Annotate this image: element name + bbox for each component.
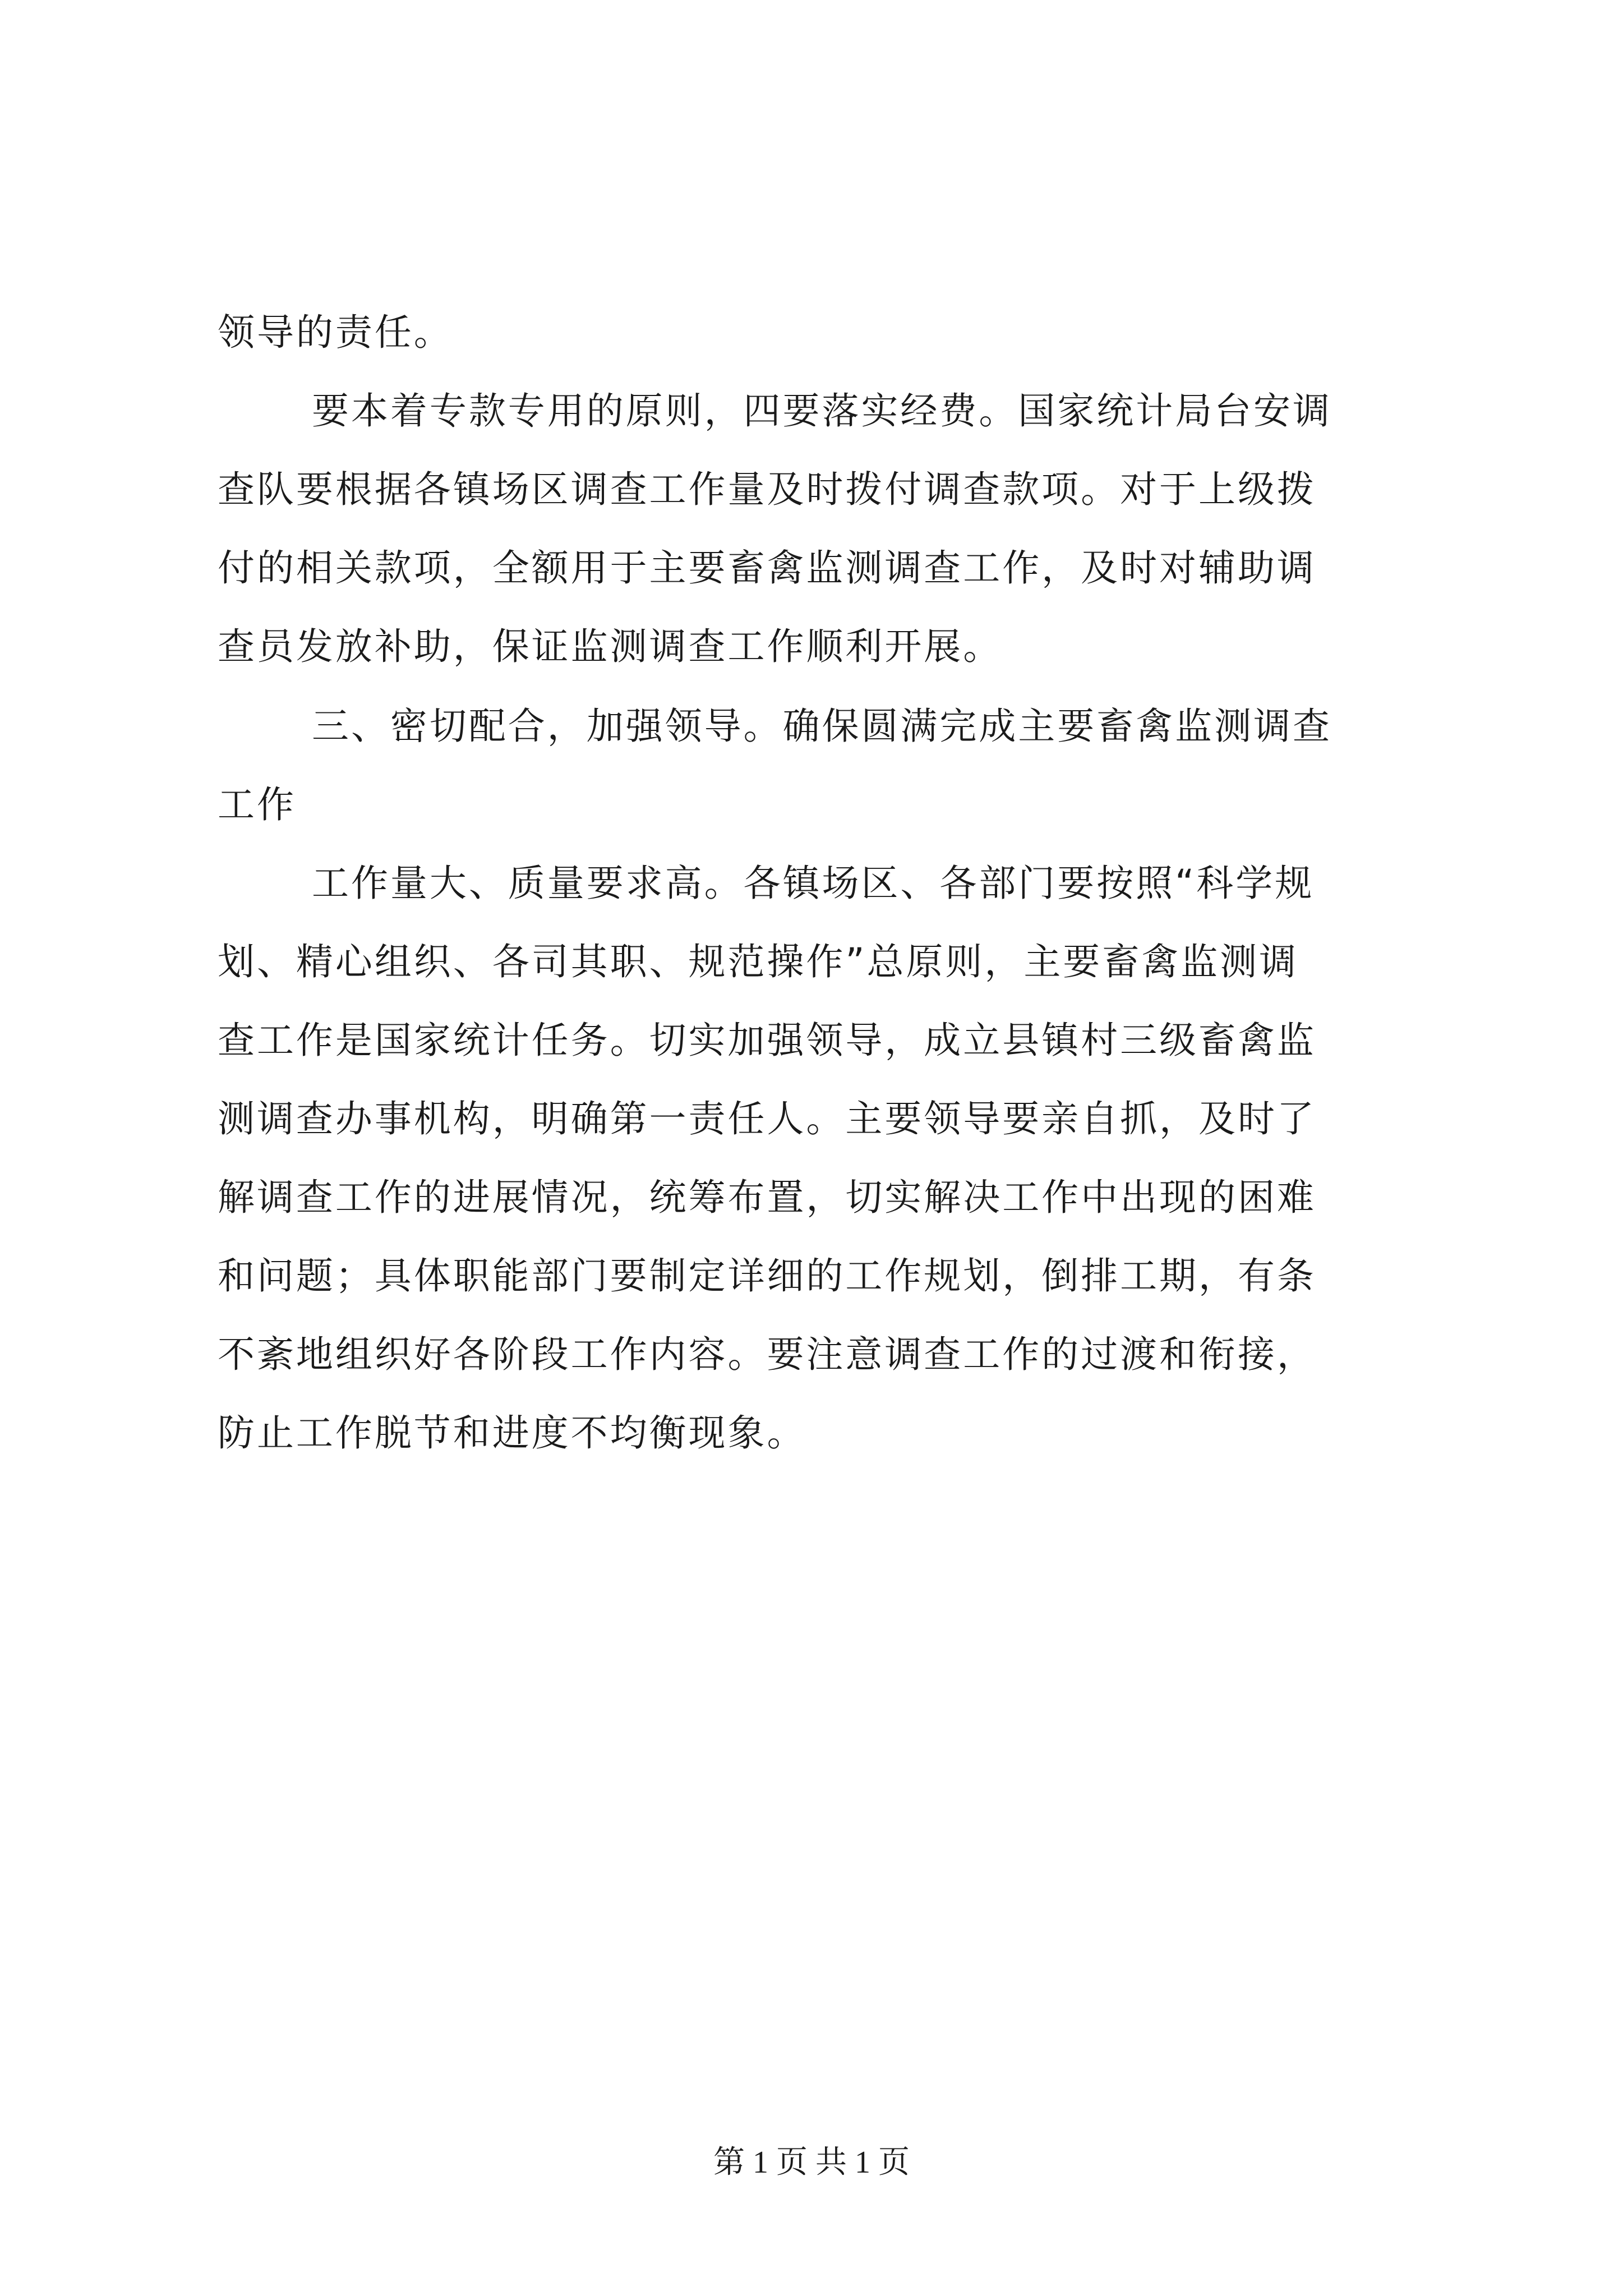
text-line: 划、精心组织、各司其职、规范操作”总原则，主要畜禽监测调 bbox=[218, 940, 1299, 983]
text-line: 解调查工作的进展情况，统筹布置，切实解决工作中出现的困难 bbox=[218, 1176, 1316, 1219]
text-line: 不紊地组织好各阶段工作内容。要注意调查工作的过渡和衔接， bbox=[218, 1333, 1316, 1376]
text-line: 和问题；具体职能部门要制定详细的工作规划，倒排工期，有条 bbox=[218, 1254, 1316, 1297]
text-line: 查工作是国家统计任务。切实加强领导，成立县镇村三级畜禽监 bbox=[218, 1019, 1316, 1062]
page-number-footer: 第 1 页 共 1 页 bbox=[713, 2145, 910, 2180]
section-heading-line: 三、密切配合，加强领导。确保圆满完成主要畜禽监测调查 bbox=[312, 705, 1332, 748]
text-line: 查员发放补助，保证监测调查工作顺利开展。 bbox=[218, 625, 1003, 668]
text-line: 测调查办事机构，明确第一责任人。主要领导要亲自抓，及时了 bbox=[218, 1097, 1316, 1140]
text-line: 领导的责任。 bbox=[218, 311, 453, 354]
text-line: 工作量大、质量要求高。各镇场区、各部门要按照“科学规 bbox=[312, 862, 1315, 905]
text-line: 要本着专款专用的原则，四要落实经费。国家统计局台安调 bbox=[312, 389, 1332, 432]
section-heading-line: 工作 bbox=[218, 783, 296, 826]
text-line: 防止工作脱节和进度不均衡现象。 bbox=[218, 1411, 806, 1455]
text-line: 付的相关款项，全额用于主要畜禽监测调查工作，及时对辅助调 bbox=[218, 546, 1316, 590]
text-line: 查队要根据各镇场区调查工作量及时拨付调查款项。对于上级拨 bbox=[218, 468, 1316, 511]
